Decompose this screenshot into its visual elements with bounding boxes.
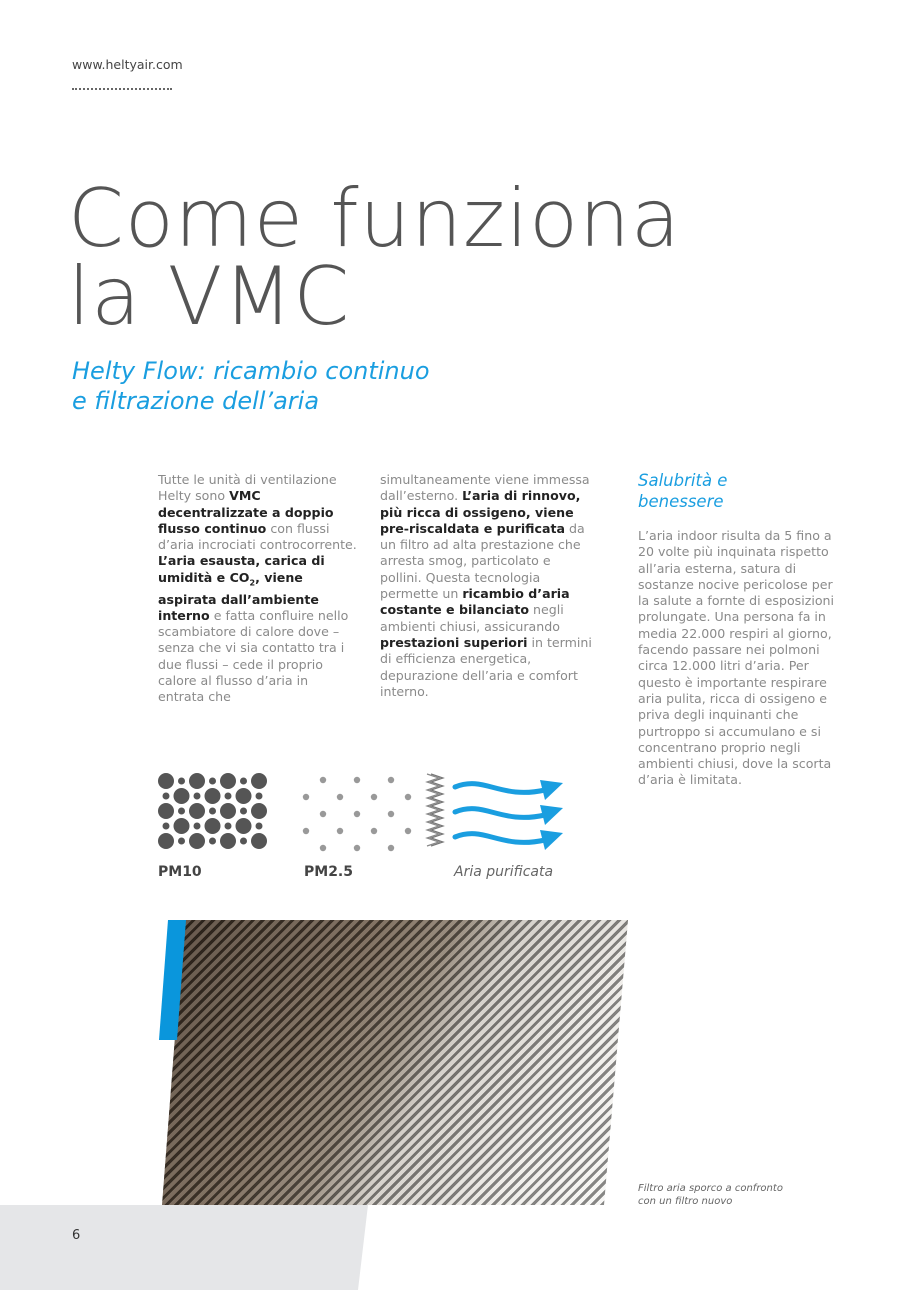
- particle: [320, 811, 326, 817]
- particle: [236, 788, 252, 804]
- particle: [178, 838, 185, 845]
- particle: [209, 808, 216, 815]
- particle: [178, 808, 185, 815]
- page-subtitle: [72, 356, 430, 416]
- footer-band: [0, 1205, 368, 1290]
- photo-caption: Filtro aria sporco a confronto con un filtro nuovo: [638, 1183, 783, 1207]
- page-title: [68, 172, 681, 343]
- particle: [303, 794, 309, 800]
- particle: [220, 773, 236, 789]
- subtitle-line: Helty Flow: ricambio continuo: [72, 357, 430, 385]
- particle: [209, 838, 216, 845]
- particle: [174, 818, 190, 834]
- particle: [388, 811, 394, 817]
- particle: [158, 833, 174, 849]
- particle: [354, 845, 360, 851]
- particle: [178, 778, 185, 785]
- particle: [251, 773, 267, 789]
- particle: [251, 833, 267, 849]
- particle: [303, 828, 309, 834]
- particle: [194, 823, 201, 830]
- particle: [256, 823, 263, 830]
- sidebar-body: L’aria indoor risulta da 5 fino a 20 volte più inquinata rispetto all’aria esterna, satura di sostanze nocive pericolose per la salute a fornte di esposizioni prolungate. Una persona fa in media 22.000 respiri al giorno, facendo passare nei polmoni circa 12.000 litri d’aria. Per questo è importante respirare aria pulita, ricca di ossigeno e priva degli inquinanti che purtroppo si accumulano e si concentrano proprio negli ambienti chiusi, dove la scorta d’aria è limitata.: [638, 528, 835, 788]
- particle: [209, 778, 216, 785]
- text-column-2: simultaneamente viene immessa dall’esterno. L’aria di rinnovo, più ricca di ossigeno, viene pre-riscaldata e purificata da un filtro ad alta prestazione che arresta smog, particolato e pollini. Questa tecnologia permette un ricambio d’aria costante e bilanciato negli ambienti chiusi, assicurando prestazioni superiori in termini di efficienza energetica, depurazione dell’aria e comfort interno.: [380, 472, 592, 699]
- pm10-label: PM10: [158, 864, 202, 880]
- purified-air-arrows-icon: [455, 780, 563, 850]
- particle: [371, 794, 377, 800]
- particle: [205, 818, 221, 834]
- dotted-divider: [72, 88, 172, 90]
- particle: [189, 833, 205, 849]
- website-url: www.heltyair.com: [72, 57, 183, 72]
- text-column-1: Tutte le unità di ventilazione Helty sono VMC decentralizzate a doppio flusso continuo con flussi d’aria incrociati controcorrente. L’aria esausta, carica di umidità e $CO_2$, viene aspirata dall’ambiente interno e fatta confluire nello scambiatore di calore dove – senza che vi sia contatto tra i due flussi – cede il proprio calore al flusso d’aria in entrata che: [158, 472, 357, 705]
- particle: [388, 845, 394, 851]
- particle: [236, 818, 252, 834]
- particle: [354, 811, 360, 817]
- particle: [158, 803, 174, 819]
- purified-air-label: Aria purificata: [454, 864, 554, 880]
- particle: [189, 803, 205, 819]
- particle: [240, 838, 247, 845]
- pm25-label: PM2.5: [304, 864, 353, 880]
- particle: [225, 793, 232, 800]
- particle: [405, 828, 411, 834]
- particle: [158, 773, 174, 789]
- page-number: 6: [72, 1228, 81, 1243]
- particle: [251, 803, 267, 819]
- filter-zigzag-icon: [427, 774, 439, 846]
- subtitle-line: e filtrazione dell’aria: [72, 387, 320, 415]
- filter-comparison-photo: [162, 920, 628, 1205]
- title-line: la VMC: [68, 250, 351, 343]
- particle: [194, 793, 201, 800]
- title-line: Come funziona: [68, 172, 681, 265]
- particle: [240, 778, 247, 785]
- sidebar-heading: Salubrità e benessere: [638, 471, 728, 511]
- filtration-diagram: [155, 770, 575, 860]
- particle: [337, 794, 343, 800]
- particle: [163, 823, 170, 830]
- particle: [320, 845, 326, 851]
- particle: [220, 803, 236, 819]
- particle: [240, 808, 247, 815]
- particle: [354, 777, 360, 783]
- particle: [220, 833, 236, 849]
- particle: [189, 773, 205, 789]
- particle: [320, 777, 326, 783]
- particle: [337, 828, 343, 834]
- particle: [163, 793, 170, 800]
- particle: [405, 794, 411, 800]
- particle: [388, 777, 394, 783]
- particle: [205, 788, 221, 804]
- particle: [371, 828, 377, 834]
- particle: [225, 823, 232, 830]
- pm10-particles-icon: [158, 773, 267, 849]
- particle: [256, 793, 263, 800]
- pm25-particles-icon: [303, 777, 411, 851]
- particle: [174, 788, 190, 804]
